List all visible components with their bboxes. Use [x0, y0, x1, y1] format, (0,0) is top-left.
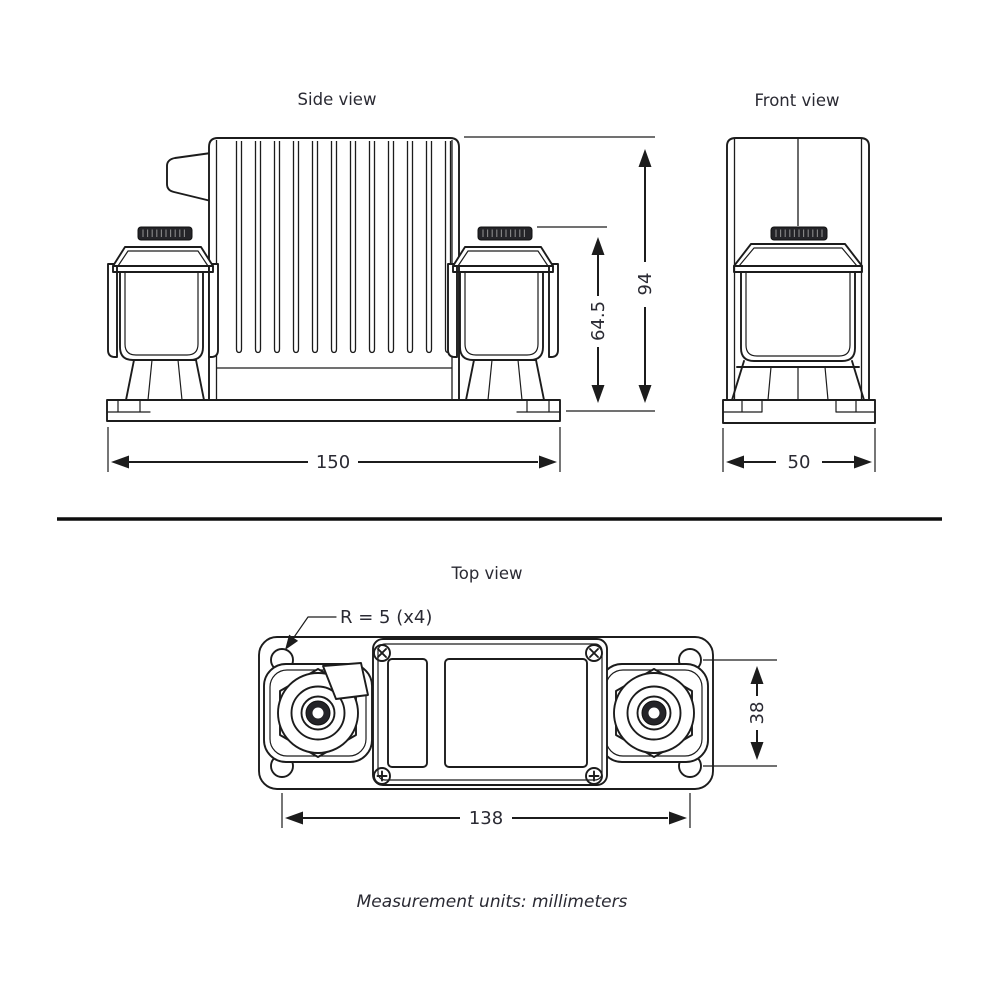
- front-view: [723, 91, 875, 473]
- top-depth-value: 38: [747, 701, 768, 725]
- front-terminal: [734, 227, 862, 361]
- side-width-value: 150: [315, 452, 351, 473]
- side-view-title: Side view: [297, 90, 377, 109]
- side-view: [107, 90, 656, 473]
- side-terminal-left: [108, 227, 218, 400]
- heatsink-body: [209, 138, 459, 400]
- front-base-plate: [723, 400, 875, 423]
- side-mounting-tab: [167, 153, 211, 201]
- side-base-plate: [107, 400, 560, 421]
- corner-radius-label: R = 5 (x4): [340, 607, 433, 628]
- side-body-height-value: 64.5: [588, 300, 609, 342]
- front-view-title: Front view: [754, 91, 840, 110]
- top-view-title: Top view: [451, 564, 523, 583]
- dimension-top-width: [282, 793, 690, 829]
- front-terminal-knurled-cap: [771, 227, 827, 240]
- side-overall-height-value: 94: [635, 272, 656, 296]
- front-width-value: 50: [787, 452, 811, 473]
- side-terminal-right: [448, 227, 558, 400]
- dimension-top-depth: [703, 660, 777, 766]
- dimension-front-width: [723, 428, 875, 473]
- top-view: [259, 564, 777, 829]
- dimension-side-body-height: [537, 227, 609, 403]
- top-terminal-right: [600, 664, 708, 762]
- units-note: Measurement units: millimeters: [356, 892, 628, 912]
- top-center-panel: [373, 639, 607, 785]
- top-width-value: 138: [468, 808, 504, 829]
- dimension-side-width: [108, 427, 560, 473]
